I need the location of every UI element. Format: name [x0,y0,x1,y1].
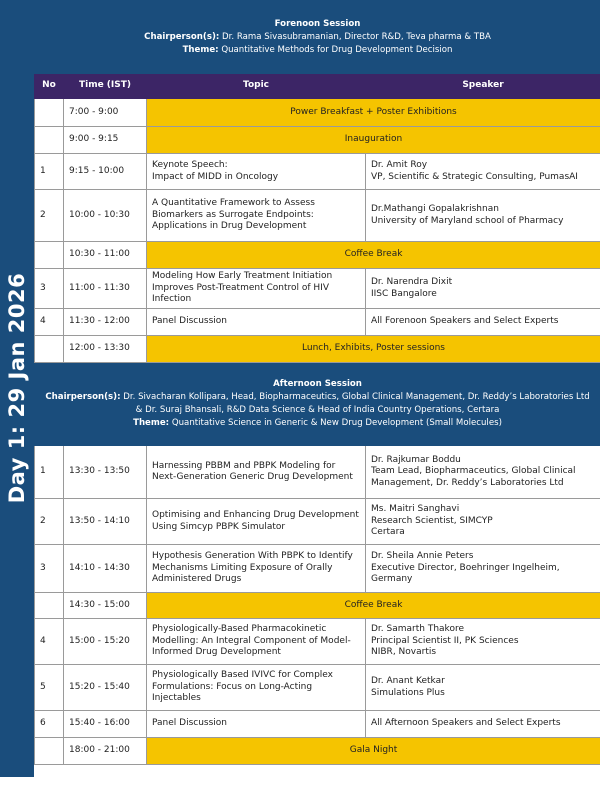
speaker-cell: Dr. Narendra Dixit IISC Bangalore [366,269,600,309]
break-cell: Gala Night [147,738,600,765]
time-cell: 7:00 - 9:00 [64,99,147,127]
table-row [35,99,600,127]
table-row [35,499,600,545]
table-row [35,446,600,499]
time-cell: 13:50 - 14:10 [64,499,147,545]
agenda-table-wrapper [34,0,600,777]
speaker-cell: All Afternoon Speakers and Select Experts [366,711,600,738]
table-row [35,269,600,309]
day-label: Day 1: 29 Jan 2026 [5,272,29,504]
number-cell: 2 [35,499,64,545]
number-cell: 1 [35,446,64,499]
speaker-cell: All Forenoon Speakers and Select Experts [366,309,600,336]
number-cell: 2 [35,190,64,242]
number-cell: 3 [35,545,64,593]
time-cell: 13:30 - 13:50 [64,446,147,499]
speaker-cell: Dr. Rajkumar Boddu Team Lead, Biopharmaceutics, Global Clinical Management, Dr. Reddy’s Laboratories Ltd [366,446,600,499]
time-cell: 14:10 - 14:30 [64,545,147,593]
forenoon-chair: Chairperson(s): Dr. Rama Sivasubramanian, Director R&D, Teva pharma & TBA [144,31,491,42]
time-cell: 15:00 - 15:20 [64,619,147,665]
number-cell: 1 [35,154,64,190]
break-cell: Power Breakfast + Poster Exhibitions [147,99,600,127]
table-row [35,619,600,665]
table-row [35,738,600,765]
table-row [35,336,600,363]
number-cell: 6 [35,711,64,738]
break-cell: Coffee Break [147,242,600,269]
break-cell: Coffee Break [147,593,600,619]
agenda-table [34,0,600,765]
table-row [35,190,600,242]
table-row [35,711,600,738]
day-sidebar [0,0,34,777]
topic-cell: Panel Discussion [147,711,366,738]
forenoon-session-header [35,1,600,74]
header-topic: Topic [147,74,366,99]
afternoon-session-header [35,363,600,446]
topic-cell: Optimising and Enhancing Drug Development Using Simcyp PBPK Simulator [147,499,366,545]
topic-cell: A Quantitative Framework to Assess Biomarkers as Surrogate Endpoints: Applications in Drug Development [147,190,366,242]
table-row [35,127,600,154]
speaker-cell: Dr. Amit Roy VP, Scientific & Strategic Consulting, PumasAI [366,154,600,190]
number-cell: 3 [35,269,64,309]
table-row [35,242,600,269]
time-cell: 11:00 - 11:30 [64,269,147,309]
break-cell: Inauguration [147,127,600,154]
speaker-cell: Dr.Mathangi Gopalakrishnan University of Maryland school of Pharmacy [366,190,600,242]
forenoon-theme: Theme: Quantitative Methods for Drug Development Decision [182,44,453,55]
header-speaker: Speaker [366,74,600,99]
topic-cell: Physiologically-Based Pharmacokinetic Modelling: An Integral Component of Model- Informed Drug Development [147,619,366,665]
number-cell: 5 [35,665,64,711]
afternoon-theme: Theme: Quantitative Science in Generic & New Drug Development (Small Molecules) [133,418,502,428]
table-row [35,545,600,593]
time-cell: 14:30 - 15:00 [64,593,147,619]
table-row [35,665,600,711]
speaker-cell: Dr. Samarth Thakore Principal Scientist II, PK Sciences NIBR, Novartis [366,619,600,665]
topic-cell: Physiologically Based IVIVC for Complex Formulations: Focus on Long-Acting Injectables [147,665,366,711]
time-cell: 18:00 - 21:00 [64,738,147,765]
topic-cell: Panel Discussion [147,309,366,336]
speaker-cell: Dr. Sheila Annie Peters Executive Director, Boehringer Ingelheim, Germany [366,545,600,593]
topic-cell: Harnessing PBBM and PBPK Modeling for Next-Generation Generic Drug Development [147,446,366,499]
time-cell: 15:40 - 16:00 [64,711,147,738]
topic-cell: Hypothesis Generation With PBPK to Identify Mechanisms Limiting Exposure of Orally Administered Drugs [147,545,366,593]
header-no: No [35,74,64,99]
table-row [35,309,600,336]
header-time: Time (IST) [64,74,147,99]
table-row [35,593,600,619]
time-cell: 11:30 - 12:00 [64,309,147,336]
afternoon-title: Afternoon Session [273,379,362,389]
topic-cell: Modeling How Early Treatment Initiation Improves Post-Treatment Control of HIV Infection [147,269,366,309]
break-cell: Lunch, Exhibits, Poster sessions [147,336,600,363]
time-cell: 10:00 - 10:30 [64,190,147,242]
speaker-cell: Dr. Anant Ketkar Simulations Plus [366,665,600,711]
number-cell: 4 [35,619,64,665]
time-cell: 15:20 - 15:40 [64,665,147,711]
number-cell: 4 [35,309,64,336]
time-cell: 9:15 - 10:00 [64,154,147,190]
table-row [35,154,600,190]
speaker-cell: Ms. Maitri Sanghavi Research Scientist, SIMCYP Certara [366,499,600,545]
time-cell: 10:30 - 11:00 [64,242,147,269]
topic-cell: Keynote Speech: Impact of MIDD in Oncology [147,154,366,190]
forenoon-title: Forenoon Session [274,18,361,29]
table-header-row [35,74,600,99]
afternoon-chair: Chairperson(s): Dr. Sivacharan Kollipara, Head, Biopharmaceutics, Global Clinical Management, Dr. Reddy’s Laboratories Ltd & Dr. Suraj Bhansali, R&D Data Science & Head of India Country Operations, Certara [45,392,590,415]
time-cell: 12:00 - 13:30 [64,336,147,363]
time-cell: 9:00 - 9:15 [64,127,147,154]
